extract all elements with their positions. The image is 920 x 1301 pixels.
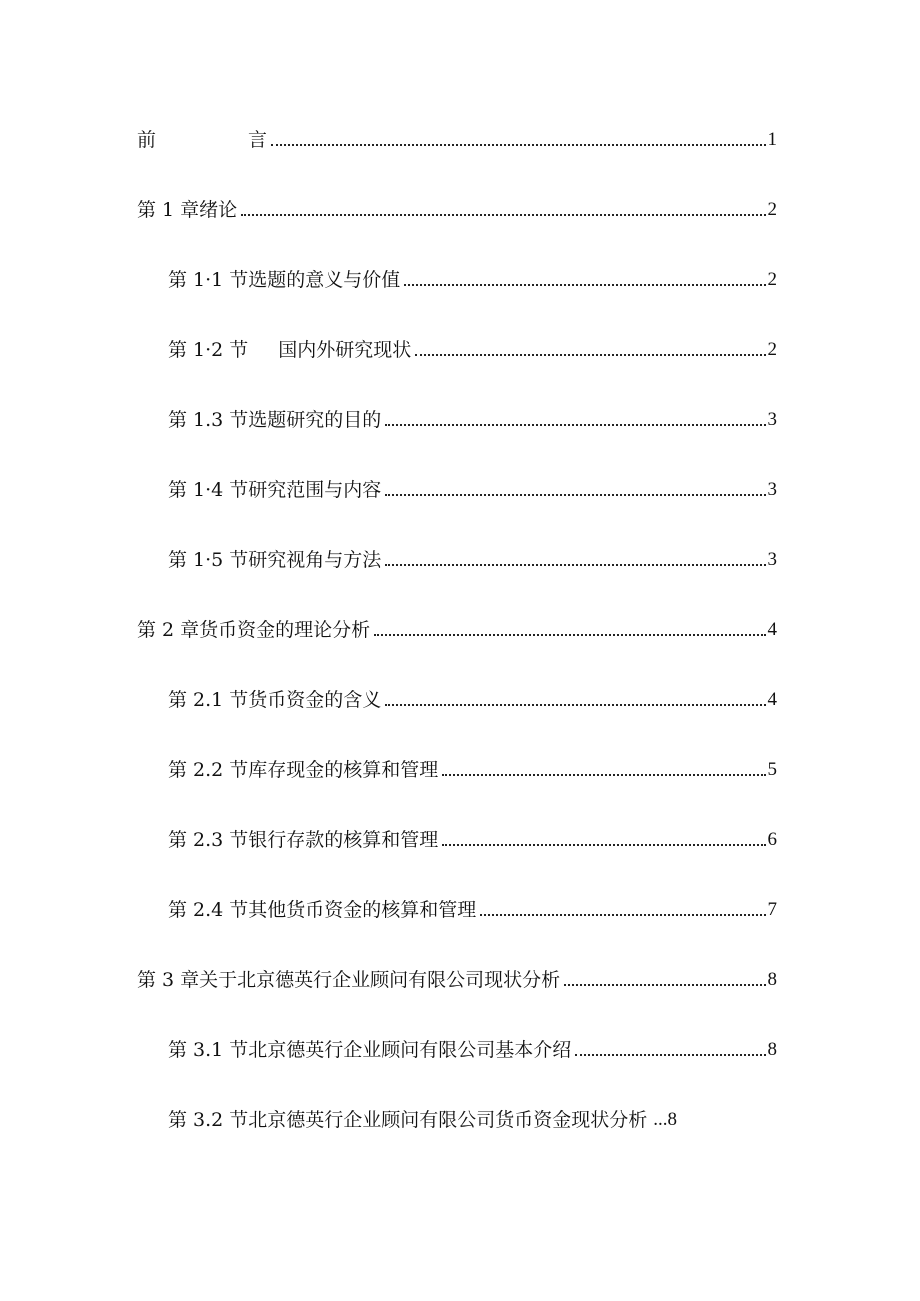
toc-entry-label: 第 2.2 节库存现金的核算和管理 (168, 759, 439, 781)
toc-entry-label: 第 1·5 节研究视角与方法 (168, 549, 382, 571)
dot-leader (404, 284, 765, 286)
toc-entry-section-1-2[interactable] (168, 332, 777, 362)
toc-entry-label: 第 3 章关于北京德英行企业顾问有限公司现状分析 (137, 969, 561, 991)
toc-entry-label: 第 1.3 节选题研究的目的 (168, 409, 382, 431)
toc-page-number: 8 (767, 969, 777, 990)
toc-entry-label: 第 1·1 节选题的意义与价值 (168, 269, 401, 291)
dot-leader (374, 634, 765, 636)
dot-leader (415, 354, 765, 356)
toc-page-number: 2 (767, 269, 777, 290)
toc-entry-section-3-1[interactable] (168, 1032, 777, 1062)
dot-leader (385, 704, 765, 706)
toc-entry-label: 第 1 章绪论 (137, 199, 238, 221)
toc-page-number: ...8 (653, 1109, 678, 1130)
toc-entry-section-2-1[interactable] (168, 682, 777, 712)
toc-page-number: 3 (767, 479, 777, 500)
toc-page-number: 4 (767, 619, 777, 640)
toc-entry-section-3-2[interactable] (168, 1102, 677, 1132)
toc-page-number: 4 (767, 689, 777, 710)
dot-leader (271, 144, 765, 146)
toc-entry-section-2-4[interactable] (168, 892, 777, 922)
dot-leader (241, 214, 765, 216)
toc-page-number: 2 (767, 339, 777, 360)
toc-entry-label: 第 1·2 节 国内外研究现状 (168, 339, 412, 361)
dot-leader (480, 914, 765, 916)
toc-entry-label: 第 2.4 节其他货币资金的核算和管理 (168, 899, 477, 921)
toc-entry-section-2-3[interactable] (168, 822, 777, 852)
toc-entry-section-1-5[interactable] (168, 542, 777, 572)
dot-leader (575, 1054, 765, 1056)
toc-page-number: 3 (767, 409, 777, 430)
toc-entry-label: 第 2.1 节货币资金的含义 (168, 689, 382, 711)
toc-entry-preface[interactable] (137, 122, 777, 152)
toc-entry-label: 前 言 (137, 129, 268, 151)
toc-entry-chapter-1[interactable] (137, 192, 777, 222)
toc-entry-label: 第 2 章货币资金的理论分析 (137, 619, 371, 641)
dot-leader (442, 844, 765, 846)
toc-entry-label: 第 1·4 节研究范围与内容 (168, 479, 382, 501)
toc-page-number: 6 (767, 829, 777, 850)
dot-leader (385, 424, 765, 426)
toc-entry-label: 第 3.2 节北京德英行企业顾问有限公司货币资金现状分析 (168, 1109, 648, 1131)
toc-page-number: 5 (767, 759, 777, 780)
toc-entry-section-1-1[interactable] (168, 262, 777, 292)
toc-entry-section-2-2[interactable] (168, 752, 777, 782)
toc-entry-chapter-3[interactable] (137, 962, 777, 992)
dot-leader (442, 774, 765, 776)
toc-entry-section-1-4[interactable] (168, 472, 777, 502)
dot-leader (385, 494, 765, 496)
toc-entry-label: 第 2.3 节银行存款的核算和管理 (168, 829, 439, 851)
toc-entry-section-1-3[interactable] (168, 402, 777, 432)
dot-leader (385, 564, 765, 566)
toc-entry-label: 第 3.1 节北京德英行企业顾问有限公司基本介绍 (168, 1039, 572, 1061)
toc-page-number: 3 (767, 549, 777, 570)
toc-page-number: 7 (767, 899, 777, 920)
toc-page-number: 2 (767, 199, 777, 220)
toc-page-number: 1 (767, 129, 777, 150)
dot-leader (564, 984, 765, 986)
toc-entry-chapter-2[interactable] (137, 612, 777, 642)
toc-page-number: 8 (767, 1039, 777, 1060)
